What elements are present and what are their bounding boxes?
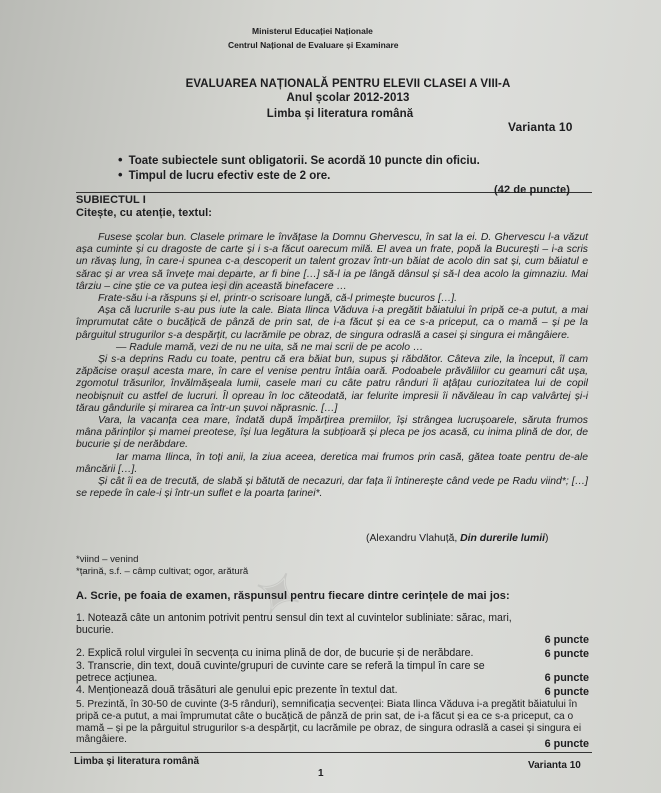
question-points: 6 puncte [544,738,589,750]
part-a-heading: A. Scrie, pe foaia de examen, răspunsul pentru fiecare dintre cerințele de mai jos: [76,590,510,602]
glossary-item: *viind – venind [76,554,139,565]
text-paragraph: Fusese școlar bun. Clasele primare le învățase la Domnu Ghervescu, în sat la ei. D. Ghervescu l-a văzut așa cuminte și cu dragoste de carte și i s-a făcut oarecum milă. El avea un frate, popă la București – i-a scris un răvaș lung, în care-i spunea c-a descoperit un talent grozav într-un băiat de acolo din sat și, cum băiatul e sărac și ar vrea să învețe mai departe, ar fi bine […] să-l ia pe lângă dânsul și să-l dea acolo la gimnaziu. Mai târziu – cine știe ce va putea ieși din această binefacere … [76,232,588,292]
question-item: 2. Explică rolul virgulei în secvența cu inima plină de dor, de bucurie și de nerăbdare. [76,647,474,659]
question-item: 1. Notează câte un antonim potrivit pentru sensul din text al cuvintelor subliniate: sărac, mari, bucurie. [76,612,512,637]
rule-item: • Timpul de lucru efectiv este de 2 ore. [118,167,331,182]
watermark: ✦ [195,249,275,319]
footer-variant: Varianta 10 [528,760,581,771]
question-item: 3. Transcrie, din text, două cuvinte/grupuri de cuvinte care se referă la timpul în care se petrece acțiunea. [76,660,485,685]
rule-item: • Toate subiectele sunt obligatorii. Se acordă 10 puncte din oficiu. [118,152,480,167]
question-item: 5. Prezintă, în 30-50 de cuvinte (3-5 rânduri), semnificația secvenței: Biata Ilinca Văduva i-a pregătit băiatului în pripă ce-a putut, a mai împrumutat câte o bucățică de pânză de prin sat, de i-a făcut și ea ce s-a priceput, ca o mamă – și pe la pârguitul strugurilor s-a despărțit, cu lacrămile pe obraz, de singura odraslă a casei și singura ei mângâiere. [76,699,582,746]
footer-divider [70,752,592,753]
text-paragraph: Așa că lucrurile s-au pus iute la cale. Biata Ilinca Văduva i-a pregătit băiatului în pripă ce-a putut, a mai împrumutat câte o bucățică de pânză de prin sat, de i-a făcut și ea ce s-a priceput, ca o mamă – și pe la pârguitul strugurilor s-a despărțit, cu lacrămile pe obraz, de singura odraslă a casei și singura ei mângâiere. [76,305,588,341]
read-instruction: Citește, cu atenție, textul: [76,207,213,219]
bullet-icon: • [118,152,123,167]
glossary-item: *țarină, s.f. – câmp cultivat; ogor, arătură [76,566,249,577]
text-paragraph: Vara, la vacanța cea mare, îndată după împărțirea premiilor, își strângea lucrușoarele, săruta frumos mâna părinților și mamei preotese, își lua legătura la subțioară și pleca pe jos acasă, cu inima plină de dor, de bucurie și de nerăbdare. [76,415,588,451]
text-paragraph: Și s-a deprins Radu cu toate, pentru că era băiat bun, supus și răbdător. Câteva zile, la început, îl cam zăpăcise orașul acesta mare, în care el venise pentru întâia oară. Podoabele prăvăliilor cu geamuri cât ușa, zgomotul trăsurilor, învălmășeala lumii, casele mari cu câte patru rânduri îi ațâțau curiozitatea lui de copil neobișnuit cu astfel de lucruri. Îl opreau în loc căteodată, iar felurite impresii îi năvăleau în cap valvârtej și-i tărau gândurile și mirarea ca într-un șuvoi năprasnic. […] [76,354,588,414]
section-points: (42 de puncte) [494,184,570,196]
question-item: 4. Menționează două trăsături ale genului epic prezente în textul dat. [76,684,398,696]
ministry-name: Ministerul Educației Naționale [252,26,373,36]
literary-text [76,232,588,500]
question-points: 6 puncte [544,686,589,698]
question-points: 6 puncte [544,648,589,660]
work-title: Din durerile lumii [460,533,546,544]
question-points: 6 puncte [544,672,589,684]
text-paragraph: Și cât îi ea de trecută, de slabă și bătută de necazuri, dar fața îi întinerește când vede pe Radu viind*; […] se repede în cale-i și într-un suflet e la poarta țarinei*. [76,476,588,500]
glossary [76,554,248,578]
variant-label: Varianta 10 [508,120,573,134]
watermark: ✦ [240,559,320,629]
text-source: (Alexandru Vlahuță, Din durerile lumii) [366,533,549,544]
subject-name: Limba și literatura română [266,108,414,120]
footer-subject: Limba și literatura română [74,756,200,767]
text-paragraph: Frate-său i-a răspuns și el, printr-o scrisoare lungă, că-l primește bucuros […]. [98,293,457,305]
text-paragraph: Iar mama Ilinca, în toți anii, la ziua aceea, deretica mai frumos prin casă, gătea toate pentru de-ale mâncării […]. [76,451,588,475]
bullet-icon: • [118,167,123,182]
center-name: Centrul Național de Evaluare și Examinare [228,40,399,50]
text-paragraph: — Radule mamă, vezi de nu ne uita, să ne mai scrii de pe acolo … [116,341,424,353]
question-points: 6 puncte [544,634,589,646]
exam-title: EVALUAREA NAȚIONALĂ PENTRU ELEVII CLASEI A VIII-A [185,78,511,90]
school-year: Anul școlar 2012-2013 [286,92,410,104]
section-name: SUBIECTUL I [76,194,146,206]
page-number: 1 [318,768,324,779]
